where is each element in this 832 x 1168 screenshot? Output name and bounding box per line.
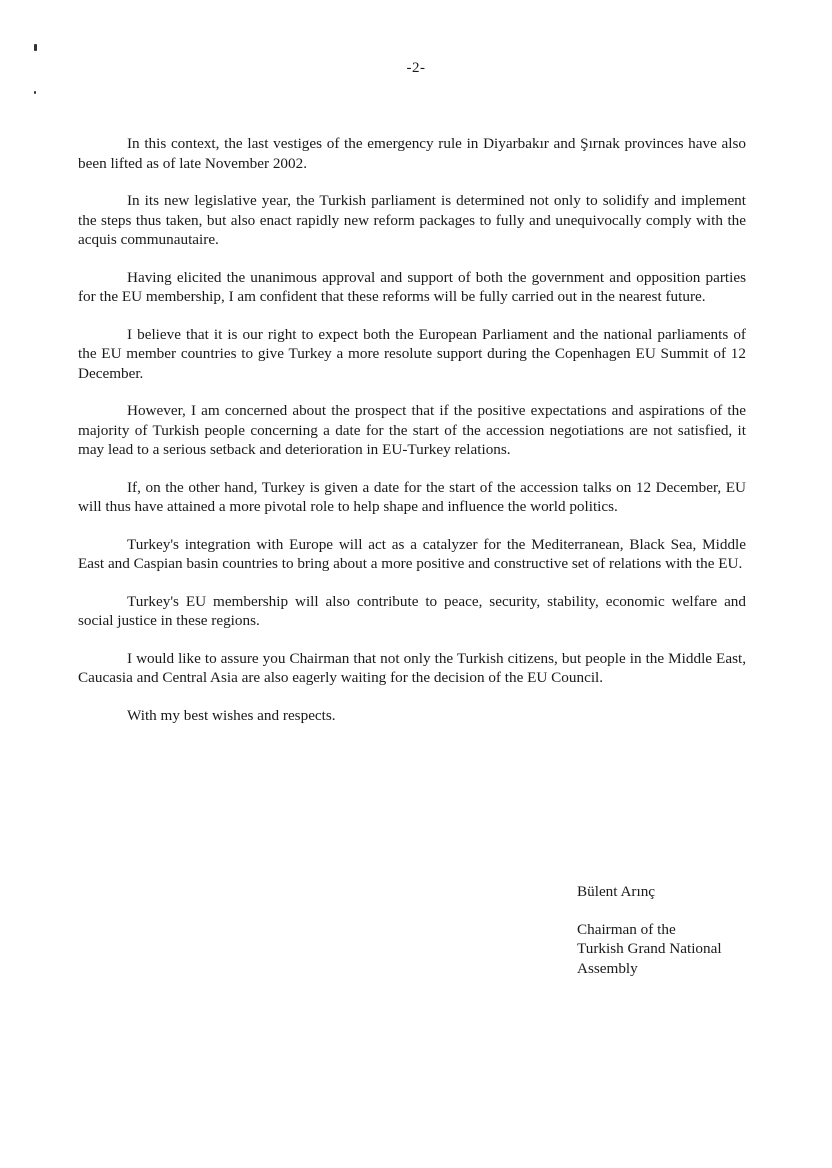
paragraph-2: In its new legislative year, the Turkish parliament is determined not only to solidify and implement the steps thus taken, but also enact rapidly new reform packages to fully and unequivocally comply with the acquis communautaire. <box>78 192 746 248</box>
scan-speck <box>34 44 37 51</box>
paragraph-7: Turkey's integration with Europe will act as a catalyzer for the Mediterranean, Black Sea, Middle East and Caspian basin countries to bring about a more positive and constructive set of relations with the EU. <box>78 535 746 572</box>
signatory-name: Bülent Arınç <box>577 883 656 900</box>
paragraph-1: In this context, the last vestiges of the emergency rule in Diyarbakır and Şırnak provinces have also been lifted as of late November 2002. <box>78 135 746 172</box>
letter-body <box>78 134 746 743</box>
paragraph-6: If, on the other hand, Turkey is given a date for the start of the accession talks on 12 December, EU will thus have attained a more pivotal role to help shape and influence the world politics. <box>78 478 746 515</box>
signatory-title-line: Assembly <box>577 959 638 977</box>
paragraph-3: Having elicited the unanimous approval and support of both the government and opposition parties for the EU membership, I am confident that these reforms will be fully carried out in the nearest future. <box>78 268 746 305</box>
paragraph-4: I believe that it is our right to expect both the European Parliament and the national parliaments of the EU member countries to give Turkey a more resolute support during the Copenhagen EU Summit of 12 December. <box>78 325 746 382</box>
scan-speck <box>34 91 36 94</box>
paragraph-9: I would like to assure you Chairman that not only the Turkish citizens, but people in the Middle East, Caucasia and Central Asia are also eagerly waiting for the decision of the EU Council. <box>78 649 746 686</box>
paragraph-5: However, I am concerned about the prospect that if the positive expectations and aspirations of the majority of Turkish people concerning a date for the start of the accession negotiations are not satisfied, it may lead to a serious setback and deterioration in EU-Turkey relations. <box>78 402 746 458</box>
signatory-title-line: Turkish Grand National <box>577 940 722 957</box>
paragraph-8: Turkey's EU membership will also contribute to peace, security, stability, economic welfare and social justice in these regions. <box>78 592 746 629</box>
signature-block <box>577 882 722 978</box>
closing-line: With my best wishes and respects. <box>127 706 336 724</box>
signatory-title-line: Chairman of the <box>577 920 676 938</box>
page-number: -2- <box>406 60 426 76</box>
